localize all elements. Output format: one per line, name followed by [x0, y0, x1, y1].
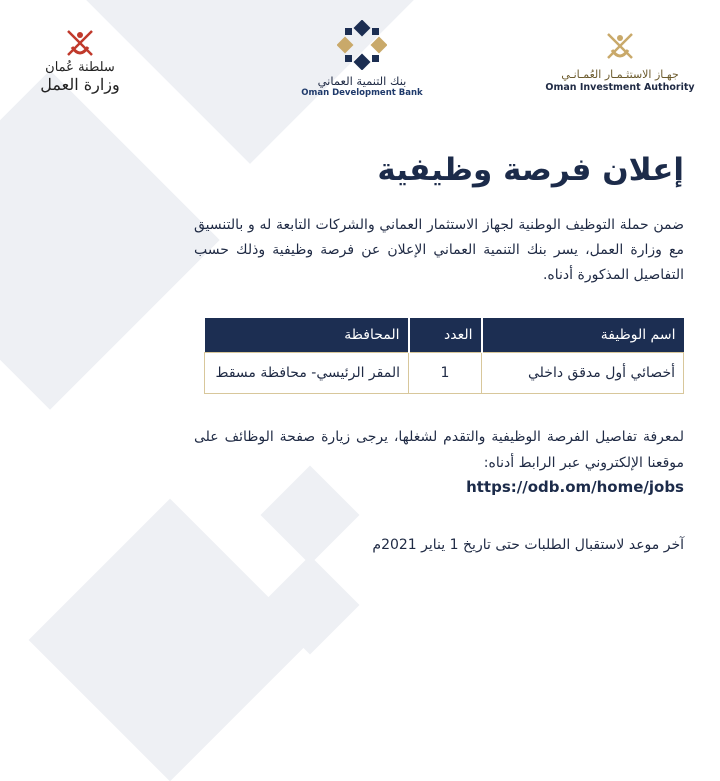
background-diamond-large: [0, 70, 220, 409]
header-location: المحافظة: [205, 318, 409, 353]
ministry-of-labour-logo: [30, 26, 130, 94]
odb-name-arabic: بنك التنمية العماني: [317, 74, 407, 88]
header-job-title: اسم الوظيفة: [482, 318, 684, 353]
page-title: إعلان فرصة وظيفية: [377, 152, 684, 188]
cell-job-title: أخصائي أول مدقق داخلي: [482, 353, 684, 394]
oman-investment-authority-logo: [545, 28, 695, 93]
cell-location: المقر الرئيسي- محافظة مسقط: [205, 353, 409, 394]
intro-paragraph: ضمن حملة التوظيف الوطنية لجهاز الاستثمار العماني والشركات التابعة له و بالتنسيق مع وزارة العمل، يسر بنك التنمية العماني الإعلان عن فرصة وظيفية وذلك حسب التفاصيل المذكورة أدناه.: [194, 217, 684, 283]
oia-name-arabic: جهـاز الاستثـمـار العُمـانـي: [561, 68, 679, 81]
header-count: العدد: [409, 318, 482, 353]
ministry-line-1: سلطنة عُمان: [45, 60, 115, 75]
odb-name-english: Oman Development Bank: [301, 88, 423, 98]
oman-development-bank-logo: [292, 20, 432, 98]
oman-khanjar-icon: [63, 26, 97, 60]
more-info-paragraph: لمعرفة تفاصيل الفرصة الوظيفية والتقدم لشغلها، يرجى زيارة صفحة الوظائف على موقعنا الإلكتروني عبر الرابط أدناه:: [194, 429, 684, 471]
oia-name-english: Oman Investment Authority: [545, 82, 695, 93]
table-header-row: [205, 318, 684, 353]
cell-count: 1: [409, 353, 482, 394]
ministry-line-2: وزارة العمل: [40, 75, 120, 94]
logo-bar: [0, 18, 720, 118]
oman-emblem-icon: [602, 28, 638, 64]
jobs-table: [204, 318, 684, 394]
background-diamond-small-1: [261, 466, 360, 565]
table-row: [205, 353, 684, 394]
odb-pattern-icon: [337, 20, 387, 70]
background-diamond-bottom-left: [29, 499, 312, 781]
jobs-link[interactable]: https://odb.om/home/jobs: [466, 478, 684, 496]
deadline-text: آخر موعد لاستقبال الطلبات حتى تاريخ 1 يناير 2021م: [372, 537, 684, 553]
